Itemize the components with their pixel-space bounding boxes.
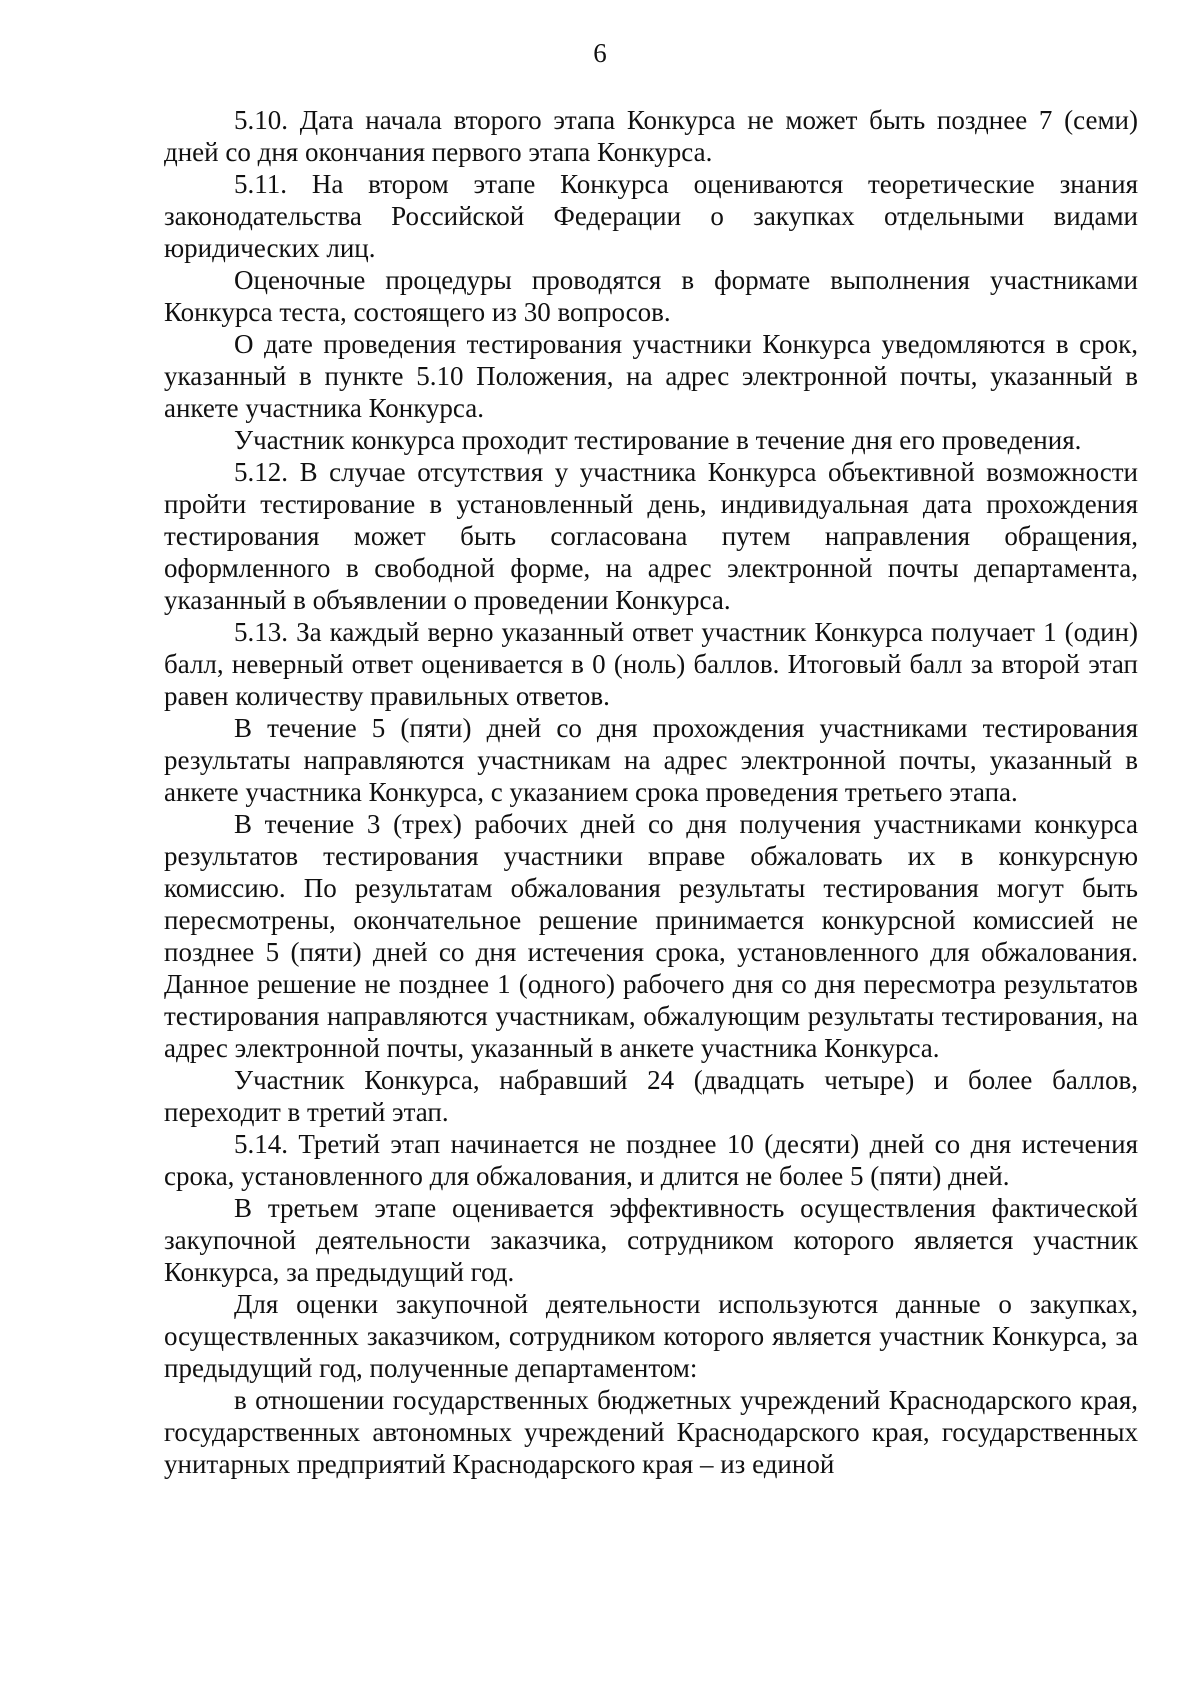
paragraph-5-11: 5.11. На втором этапе Конкурса оцениваются теоретические знания законодательства Российской Федерации о закупках отдельными видами юридических лиц. [164,169,1138,263]
paragraph-5-12: 5.12. В случае отсутствия у участника Конкурса объективной возможности пройти тестирование в установленный день, индивидуальная дата прохождения тестирования может быть согласована путем направления обращения, оформленного в свободной форме, на адрес электронной почты департамента, указанный в объявлении о проведении Конкурса. [164,457,1138,615]
paragraph-5-10: 5.10. Дата начала второго этапа Конкурса не может быть позднее 7 (семи) дней со дня окончания первого этапа Конкурса. [164,105,1138,167]
paragraph-third-stage-evaluation: В третьем этапе оценивается эффективность осуществления фактической закупочной деятельности заказчика, сотрудником которого является участник Конкурса, за предыдущий год. [164,1193,1138,1287]
document-body [164,104,1138,1480]
paragraph-assessment-format: Оценочные процедуры проводятся в формате выполнения участниками Конкурса теста, состоящего из 30 вопросов. [164,265,1138,327]
paragraph-procurement-data: Для оценки закупочной деятельности используются данные о закупках, осуществленных заказчиком, сотрудником которого является участник Конкурса, за предыдущий год, полученные департаментом: [164,1289,1138,1383]
paragraph-5-14: 5.14. Третий этап начинается не позднее 10 (десяти) дней со дня истечения срока, установленного для обжалования, и длится не более 5 (пяти) дней. [164,1129,1138,1191]
paragraph-institutions: в отношении государственных бюджетных учреждений Краснодарского края, государственных автономных учреждений Краснодарского края, государственных унитарных предприятий Краснодарского края – из единой [164,1385,1138,1479]
paragraph-third-stage-pass: Участник Конкурса, набравший 24 (двадцать четыре) и более баллов, переходит в третий этап. [164,1065,1138,1127]
paragraph-5-13: 5.13. За каждый верно указанный ответ участник Конкурса получает 1 (один) балл, неверный ответ оценивается в 0 (ноль) баллов. Итоговый балл за второй этап равен количеству правильных ответов. [164,617,1138,711]
page-number: 6 [593,38,607,68]
paragraph-testing-notification: О дате проведения тестирования участники Конкурса уведомляются в срок, указанный в пункте 5.10 Положения, на адрес электронной почты, указанный в анкете участника Конкурса. [164,329,1138,423]
paragraph-results-sending: В течение 5 (пяти) дней со дня прохождения участниками тестирования результаты направляются участникам на адрес электронной почты, указанный в анкете участника Конкурса, с указанием срока проведения третьего этапа. [164,713,1138,807]
paragraph-appeal: В течение 3 (трех) рабочих дней со дня получения участниками конкурса результатов тестирования участники вправе обжаловать их в конкурсную комиссию. По результатам обжалования результаты тестирования могут быть пересмотрены, окончательное решение принимается конкурсной комиссией не позднее 5 (пяти) дней со дня истечения срока, установленного для обжалования. Данное решение не позднее 1 (одного) рабочего дня со дня пересмотра результатов тестирования направляются участникам, обжалующим результаты тестирования, на адрес электронной почты, указанный в анкете участника Конкурса. [164,809,1138,1063]
paragraph-testing-day: Участник конкурса проходит тестирование в течение дня его проведения. [234,425,1082,455]
